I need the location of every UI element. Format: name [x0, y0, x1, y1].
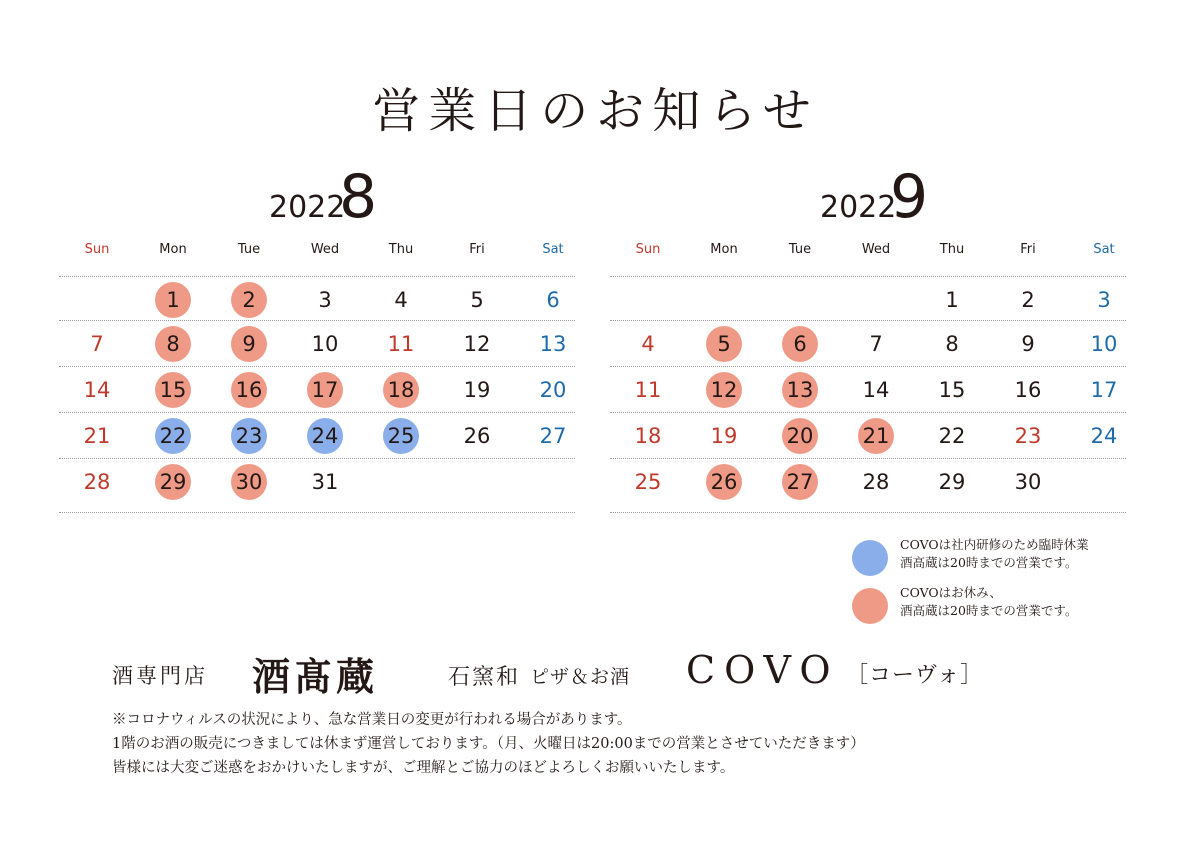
calendar-day — [914, 278, 990, 322]
calendar-day — [1066, 278, 1142, 322]
calendar-day — [1066, 322, 1142, 366]
row-divider — [59, 458, 575, 459]
shop2-reading: ［コーヴォ］ — [846, 663, 984, 688]
day-number: 16 — [235, 378, 263, 402]
calendar-day — [686, 460, 762, 504]
weekday-label: Sat — [542, 242, 564, 257]
row-divider — [59, 276, 575, 277]
calendar-day — [211, 368, 287, 412]
calendar-day — [1066, 368, 1142, 412]
notice-line: 1階のお酒の販売につきましては休まず運営しております。（月、火曜日は20:00までの営業とさせていただきます） — [112, 736, 865, 752]
calendar-day — [686, 414, 762, 458]
day-number: 19 — [463, 378, 491, 402]
day-number: 12 — [463, 332, 491, 356]
day-number: 22 — [159, 424, 187, 448]
day-number: 12 — [710, 378, 738, 402]
calendar-day — [838, 322, 914, 366]
weekday-label: Wed — [310, 242, 340, 257]
calendar-day — [990, 460, 1066, 504]
calendar-day — [990, 322, 1066, 366]
calendar-day — [515, 368, 591, 412]
row-divider — [610, 458, 1126, 459]
day-number: 8 — [945, 332, 959, 356]
calendar-day — [363, 322, 439, 366]
day-number: 26 — [463, 424, 491, 448]
day-number: 2 — [242, 288, 256, 312]
calendar-day — [287, 322, 363, 366]
legend-line: COVOは社内研修のため臨時休業 — [900, 537, 1089, 552]
weekday-label: Tue — [237, 242, 261, 257]
calendar-day — [59, 460, 135, 504]
day-number: 8 — [166, 332, 180, 356]
calendar-day — [515, 414, 591, 458]
calendar-day — [287, 368, 363, 412]
day-number: 2 — [1021, 288, 1035, 312]
calendar-header — [59, 160, 575, 230]
shop2-prefix-b: ピザ＆お酒 — [530, 666, 631, 688]
weekday-label: Sat — [1093, 242, 1115, 257]
weekday-label: Sun — [84, 242, 110, 257]
weekday-label: Mon — [710, 242, 738, 257]
calendar-year: 2022 — [820, 190, 897, 225]
legend-line: COVOはお休み、 — [900, 585, 1002, 600]
calendar-day — [287, 278, 363, 322]
day-number: 24 — [1090, 424, 1118, 448]
notice-line: 皆様には大変ご迷惑をおかけいたしますが、ご理解とご協力のほどよろしくお願いいたします。 — [112, 760, 735, 776]
calendar-day — [211, 414, 287, 458]
weekday-label: Mon — [159, 242, 187, 257]
calendar-month: 9 — [890, 162, 929, 232]
day-number: 22 — [938, 424, 966, 448]
day-number: 23 — [1014, 424, 1042, 448]
calendar-day — [135, 368, 211, 412]
calendar-day — [439, 322, 515, 366]
legend-line: 酒高蔵は20時までの営業です。 — [900, 603, 1078, 618]
day-number: 21 — [862, 424, 890, 448]
day-number: 21 — [83, 424, 111, 448]
calendar-day — [686, 368, 762, 412]
calendar-day — [914, 460, 990, 504]
calendar-day — [1066, 414, 1142, 458]
day-number: 10 — [1090, 332, 1118, 356]
day-number: 7 — [90, 332, 104, 356]
day-number: 29 — [938, 470, 966, 494]
row-divider — [59, 366, 575, 367]
day-number: 30 — [235, 470, 263, 494]
day-number: 17 — [1090, 378, 1118, 402]
day-number: 9 — [1021, 332, 1035, 356]
row-divider — [610, 512, 1126, 513]
day-number: 3 — [318, 288, 332, 312]
calendar-day — [838, 460, 914, 504]
day-number: 10 — [311, 332, 339, 356]
day-number: 25 — [634, 470, 662, 494]
day-number: 9 — [242, 332, 256, 356]
calendar-day — [990, 414, 1066, 458]
day-number: 20 — [786, 424, 814, 448]
calendar-day — [363, 278, 439, 322]
day-number: 18 — [634, 424, 662, 448]
calendar-day — [610, 322, 686, 366]
day-number: 20 — [539, 378, 567, 402]
day-number: 4 — [394, 288, 408, 312]
day-number: 28 — [83, 470, 111, 494]
weekday-label: Thu — [939, 242, 965, 257]
calendar-day — [914, 368, 990, 412]
calendar-day — [439, 368, 515, 412]
calendar-day — [762, 368, 838, 412]
calendar-day — [838, 414, 914, 458]
calendar-day — [914, 322, 990, 366]
row-divider — [610, 366, 1126, 367]
calendar-day — [762, 322, 838, 366]
calendar-day — [211, 278, 287, 322]
day-number: 17 — [311, 378, 339, 402]
day-number: 16 — [1014, 378, 1042, 402]
weekday-label: Fri — [1020, 242, 1036, 257]
calendar-day — [287, 460, 363, 504]
day-number: 5 — [717, 332, 731, 356]
calendar-day — [287, 414, 363, 458]
day-number: 15 — [938, 378, 966, 402]
store-names — [112, 648, 1112, 699]
calendar-day — [135, 278, 211, 322]
calendar-day — [439, 414, 515, 458]
weekday-label: Wed — [861, 242, 891, 257]
calendar-day — [990, 278, 1066, 322]
calendar-day — [610, 460, 686, 504]
legend-closed-dot — [852, 588, 888, 624]
day-number: 26 — [710, 470, 738, 494]
calendar-day — [135, 460, 211, 504]
row-divider — [610, 412, 1126, 413]
calendar-day — [211, 460, 287, 504]
legend-training-dot — [852, 540, 888, 576]
calendar-day — [363, 414, 439, 458]
legend-training-text — [900, 536, 1089, 572]
calendar-day — [363, 368, 439, 412]
shop1-name: 酒髙蔵 — [252, 654, 379, 699]
calendar-day — [515, 322, 591, 366]
calendar-day — [135, 322, 211, 366]
calendar-day — [135, 414, 211, 458]
legend-closed-text — [900, 584, 1077, 620]
notice-line: ※コロナウィルスの状況により、急な営業日の変更が行われる場合があります。 — [112, 712, 632, 728]
day-number: 28 — [862, 470, 890, 494]
calendar-day — [439, 278, 515, 322]
day-number: 15 — [159, 378, 187, 402]
calendar-day — [914, 414, 990, 458]
day-number: 13 — [539, 332, 567, 356]
calendar-day — [59, 368, 135, 412]
calendar-day — [59, 414, 135, 458]
row-divider — [59, 412, 575, 413]
day-number: 14 — [83, 378, 111, 402]
weekday-label: Thu — [388, 242, 414, 257]
shop1-prefix: 酒専門店 — [112, 664, 208, 688]
day-number: 31 — [311, 470, 339, 494]
day-number: 6 — [793, 332, 807, 356]
notice-text — [112, 708, 1112, 780]
calendar-day — [838, 368, 914, 412]
weekday-label: Sun — [635, 242, 661, 257]
weekday-label: Tue — [788, 242, 812, 257]
calendar-day — [686, 322, 762, 366]
day-number: 30 — [1014, 470, 1042, 494]
calendar-day — [762, 414, 838, 458]
day-number: 1 — [166, 288, 180, 312]
day-number: 5 — [470, 288, 484, 312]
day-number: 24 — [311, 424, 339, 448]
calendar-day — [211, 322, 287, 366]
day-number: 11 — [634, 378, 662, 402]
day-number: 18 — [387, 378, 415, 402]
day-number: 7 — [869, 332, 883, 356]
legend-line: 酒高蔵は20時までの営業です。 — [900, 555, 1078, 570]
shop2-name: COVO — [686, 648, 840, 692]
day-number: 25 — [387, 424, 415, 448]
day-number: 23 — [235, 424, 263, 448]
day-number: 29 — [159, 470, 187, 494]
weekday-label: Fri — [469, 242, 485, 257]
day-number: 13 — [786, 378, 814, 402]
calendar-header — [610, 160, 1126, 230]
day-number: 27 — [539, 424, 567, 448]
day-number: 1 — [945, 288, 959, 312]
day-number: 27 — [786, 470, 814, 494]
calendar-day — [610, 414, 686, 458]
calendar-day — [610, 368, 686, 412]
page-title: 営業日のお知らせ — [372, 83, 819, 139]
day-number: 6 — [546, 288, 560, 312]
day-number: 3 — [1097, 288, 1111, 312]
calendar-day — [762, 460, 838, 504]
calendar-year: 2022 — [269, 190, 346, 225]
day-number: 14 — [862, 378, 890, 402]
calendar-month: 8 — [339, 162, 378, 232]
calendar-day — [59, 322, 135, 366]
calendar-day — [515, 278, 591, 322]
shop2-prefix-a: 石窯和 — [448, 665, 521, 690]
day-number: 4 — [641, 332, 655, 356]
day-number: 11 — [387, 332, 415, 356]
row-divider — [610, 276, 1126, 277]
row-divider — [59, 512, 575, 513]
day-number: 19 — [710, 424, 738, 448]
calendar-day — [990, 368, 1066, 412]
